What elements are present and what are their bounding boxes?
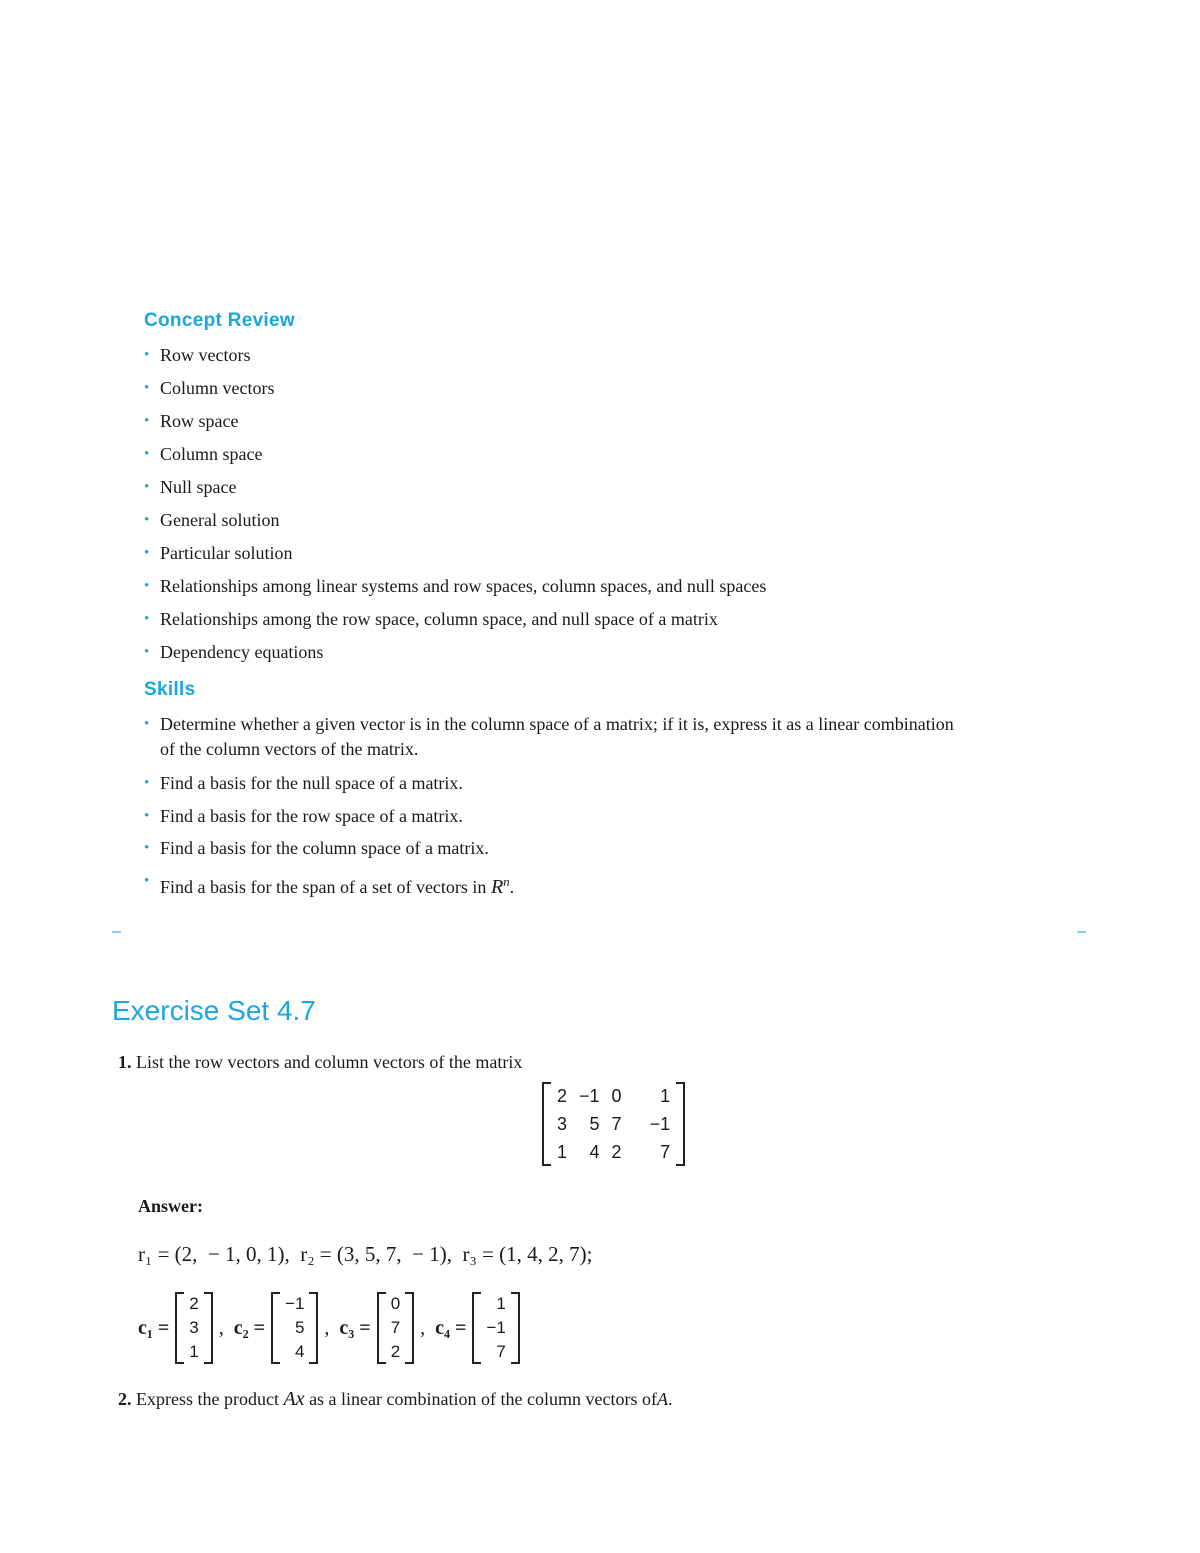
math-symbol: R xyxy=(490,876,504,898)
left-bracket xyxy=(542,1082,551,1166)
list-item: • Row space xyxy=(144,409,1000,434)
list-item: • Row vectors xyxy=(144,343,1000,368)
bullet-icon: • xyxy=(144,775,150,791)
question-2: 2. Express the product Ax as a linear combination of the column vectors ofA. xyxy=(118,1388,673,1410)
math-expression: Ax xyxy=(283,1388,305,1410)
bullet-icon: • xyxy=(144,512,150,528)
matrix-cell: 2 xyxy=(611,1141,622,1162)
bullet-icon: • xyxy=(144,644,150,660)
bullet-icon: • xyxy=(144,545,150,561)
vector-cell: −1 xyxy=(486,1318,506,1337)
matrix-cell: 5 xyxy=(589,1113,600,1134)
left-bracket xyxy=(175,1292,184,1364)
vector-cell: 0 xyxy=(390,1294,401,1313)
matrix-row xyxy=(551,1110,676,1138)
bullet-icon: • xyxy=(144,380,150,396)
list-item: • Find a basis for the row space of a matrix. xyxy=(144,804,1000,829)
bullet-icon: • xyxy=(144,347,150,363)
right-bracket xyxy=(405,1292,414,1364)
column-separator: , xyxy=(324,1316,330,1339)
list-item: • Determine whether a given vector is in the column space of a matrix; if it is, express it as a linear combination of the column vectors of the matrix. xyxy=(144,714,954,759)
concept-review-heading: Concept Review xyxy=(144,310,295,331)
left-bracket xyxy=(472,1292,481,1364)
list-item: • Column space xyxy=(144,442,1000,467)
question-text-continued: as a linear combination of the column vectors of xyxy=(309,1389,657,1409)
matrix-cell: 2 xyxy=(557,1085,568,1106)
matrix-cell: −1 xyxy=(649,1113,671,1134)
bullet-icon: • xyxy=(144,611,150,627)
bullet-icon: • xyxy=(144,578,150,594)
column-label: c₂ = xyxy=(233,1316,266,1339)
vector-cell: 7 xyxy=(496,1342,506,1361)
matrix-cell: −1 xyxy=(579,1085,600,1106)
answer-column-vectors xyxy=(138,1292,520,1364)
list-item: • Relationships among the row space, column space, and null space of a matrix xyxy=(144,607,1000,632)
vector-cell: −1 xyxy=(285,1294,305,1313)
bullet-icon: • xyxy=(144,873,150,889)
right-bracket xyxy=(204,1292,213,1364)
bullet-icon: • xyxy=(144,413,150,429)
column-separator: , xyxy=(420,1316,426,1339)
vector-cell: 1 xyxy=(496,1294,506,1313)
matrix-row xyxy=(551,1138,676,1166)
column-vector xyxy=(472,1292,519,1364)
column-label: c₄ = xyxy=(435,1316,467,1339)
math-superscript: n xyxy=(503,874,510,889)
matrix-cell: 1 xyxy=(557,1141,568,1162)
column-label: c₁ = xyxy=(138,1316,170,1339)
matrix-table xyxy=(551,1082,676,1166)
bullet-icon: • xyxy=(144,716,150,732)
right-bracket xyxy=(309,1292,318,1364)
list-item: • Find a basis for the column space of a matrix. xyxy=(144,836,1000,861)
column-label: c₃ = xyxy=(339,1316,371,1339)
question-1 xyxy=(118,1052,522,1073)
matrix-cell: 0 xyxy=(611,1085,622,1106)
exercise-title: Exercise Set 4.7 xyxy=(112,995,316,1026)
column-vector xyxy=(175,1292,212,1364)
left-bracket xyxy=(271,1292,280,1364)
vector-cell: 3 xyxy=(189,1318,199,1337)
divider-left: – xyxy=(112,923,121,940)
question-number: 1. xyxy=(118,1052,132,1072)
math-expression: A xyxy=(656,1389,668,1409)
list-item: • Find a basis for the null space of a matrix. xyxy=(144,771,1000,796)
matrix-row xyxy=(551,1082,676,1110)
vector-cell: 1 xyxy=(189,1342,199,1361)
bullet-icon: • xyxy=(144,840,150,856)
matrix-cell: 7 xyxy=(611,1113,622,1134)
bullet-icon: • xyxy=(144,479,150,495)
list-item: • Relationships among linear systems and row spaces, column spaces, and null spaces xyxy=(144,574,1000,599)
column-separator: , xyxy=(218,1316,224,1339)
list-item: • Dependency equations xyxy=(144,640,1000,665)
list-item: • Find a basis for the span of a set of vectors in $R^n$. xyxy=(144,869,1000,900)
matrix-cell: 7 xyxy=(660,1141,671,1162)
question-text: List the row vectors and column vectors of the matrix xyxy=(136,1052,523,1072)
answer-label: Answer: xyxy=(138,1196,203,1216)
left-bracket xyxy=(377,1292,386,1364)
list-item: • General solution xyxy=(144,508,1000,533)
column-vector xyxy=(271,1292,318,1364)
question-number: 2. xyxy=(118,1389,132,1409)
list-item: • Particular solution xyxy=(144,541,1000,566)
bullet-icon: • xyxy=(144,446,150,462)
matrix-cell: 1 xyxy=(660,1085,671,1106)
matrix-cell: 3 xyxy=(557,1113,568,1134)
vector-cell: 5 xyxy=(294,1318,305,1337)
right-bracket xyxy=(676,1082,685,1166)
question-1-matrix xyxy=(542,1082,685,1166)
right-bracket xyxy=(511,1292,520,1364)
vector-cell: 2 xyxy=(390,1342,401,1361)
matrix-cell: 4 xyxy=(589,1141,600,1162)
vector-cell: 7 xyxy=(390,1318,401,1337)
question-text: Express the product xyxy=(136,1389,279,1409)
column-vector xyxy=(377,1292,414,1364)
list-item: • Null space xyxy=(144,475,1000,500)
list-item: • Column vectors xyxy=(144,376,1000,401)
divider-right: – xyxy=(1077,923,1086,940)
vector-cell: 4 xyxy=(294,1342,305,1361)
answer-row-vectors: r₁ = (2, − 1, 0, 1), r₂ = (3, 5, 7, − 1), r₃ = (1, 4, 2, 7); xyxy=(138,1242,593,1266)
vector-cell: 2 xyxy=(189,1294,199,1313)
bullet-icon: • xyxy=(144,808,150,824)
skills-heading: Skills xyxy=(144,679,196,700)
